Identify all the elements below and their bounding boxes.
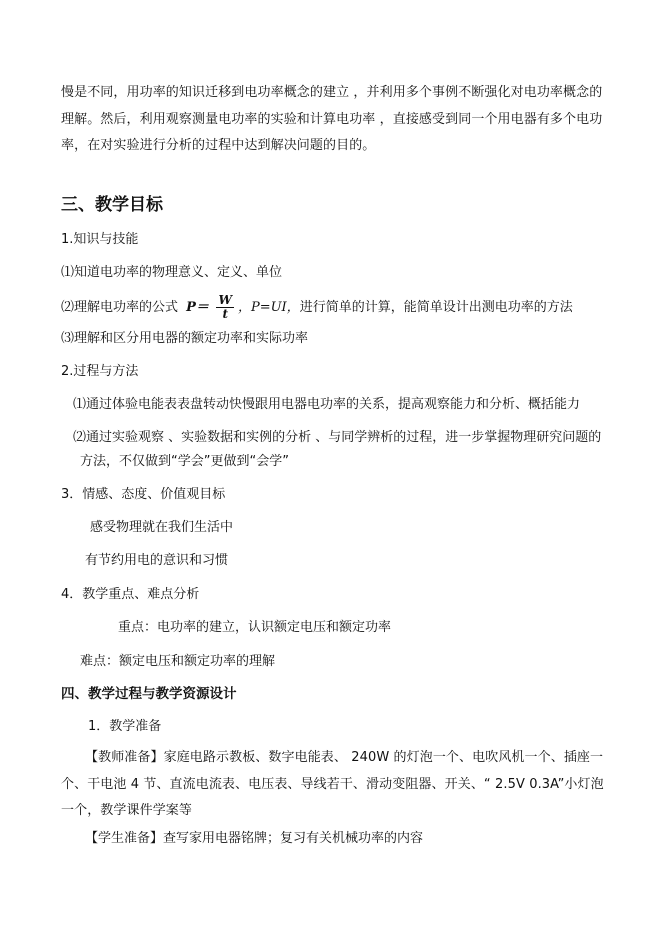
process-item-2-line2: 方法，不仅做到“学会”更做到“会学” (80, 454, 289, 469)
emotion-item-2: 有节约用电的意识和习惯 (85, 553, 229, 568)
goal-item-2 (61, 294, 573, 321)
formula-lhs: P＝ (186, 300, 209, 315)
formula-denominator: t (222, 307, 228, 321)
subsection-key-difficult-points: 4．教学重点、难点分析 (61, 587, 200, 602)
difficult-point: 难点：额定电压和额定功率的理解 (80, 654, 276, 669)
key-point: 重点：电功率的建立，认识额定电压和额定功率 (118, 620, 392, 635)
student-prep: 【学生准备】查写家用电器铭牌；复习有关机械功率的内容 (85, 831, 424, 846)
goal-item-3: ⑶理解和区分用电器的额定功率和实际功率 (61, 331, 309, 346)
goal-item-2-suffix: 进行简单的计算，能简单设计出测电功率的方法 (299, 300, 573, 315)
intro-paragraph: 慢是不同，用功率的知识迁移到电功率概念的建立 ，并利用多个事例不断强化对电功率概念的理解。然后，利用观察测量电功率的实验和计算电功率 ，直接感受到同一个用电器有多个电功率，在对实验进行分析的过程中达到解决问题的目的。 (61, 85, 603, 153)
section-title-teaching-goals: 三、教学目标 (61, 195, 163, 215)
subsection-knowledge-skills: 1.知识与技能 (61, 232, 139, 247)
process-item-2-line1: ⑵通过实验观察 、实验数据和实例的分析 、与同学辨析的过程，进一步掌握物理研究问题的 (73, 430, 602, 445)
power-formula (186, 294, 234, 321)
teacher-prep-paragraph: 【教师准备】家庭电路示教板、数字电能表、 240W 的灯泡一个、电吹风机一个、插座一个、干电池 4 节、直流电流表、电压表、导线若干、滑动变阻器、开关、“ 2.5V 0.3A”小灯泡一个，教学课件学案等 (61, 750, 604, 818)
process-item-1: ⑴通过体验电能表表盘转动快慢跟用电器电功率的关系，提高观察能力和分析、概括能力 (73, 397, 581, 412)
subsection-process-method: 2.过程与方法 (61, 364, 139, 379)
formula-numerator: W (218, 293, 232, 307)
formula-tail: ，P=UI， (237, 300, 300, 315)
goal-item-1: ⑴知道电功率的物理意义、定义、单位 (61, 265, 283, 280)
subsection-emotion-values: 3．情感、态度、价值观目标 (61, 487, 226, 502)
section-title-process-resources: 四、教学过程与教学资源设计 (61, 686, 237, 702)
formula-fraction (216, 294, 233, 321)
emotion-item-1: 感受物理就在我们生活中 (90, 520, 234, 535)
teaching-prep-title: 1．教学准备 (88, 719, 162, 734)
goal-item-2-prefix: ⑵理解电功率的公式 (61, 300, 179, 315)
